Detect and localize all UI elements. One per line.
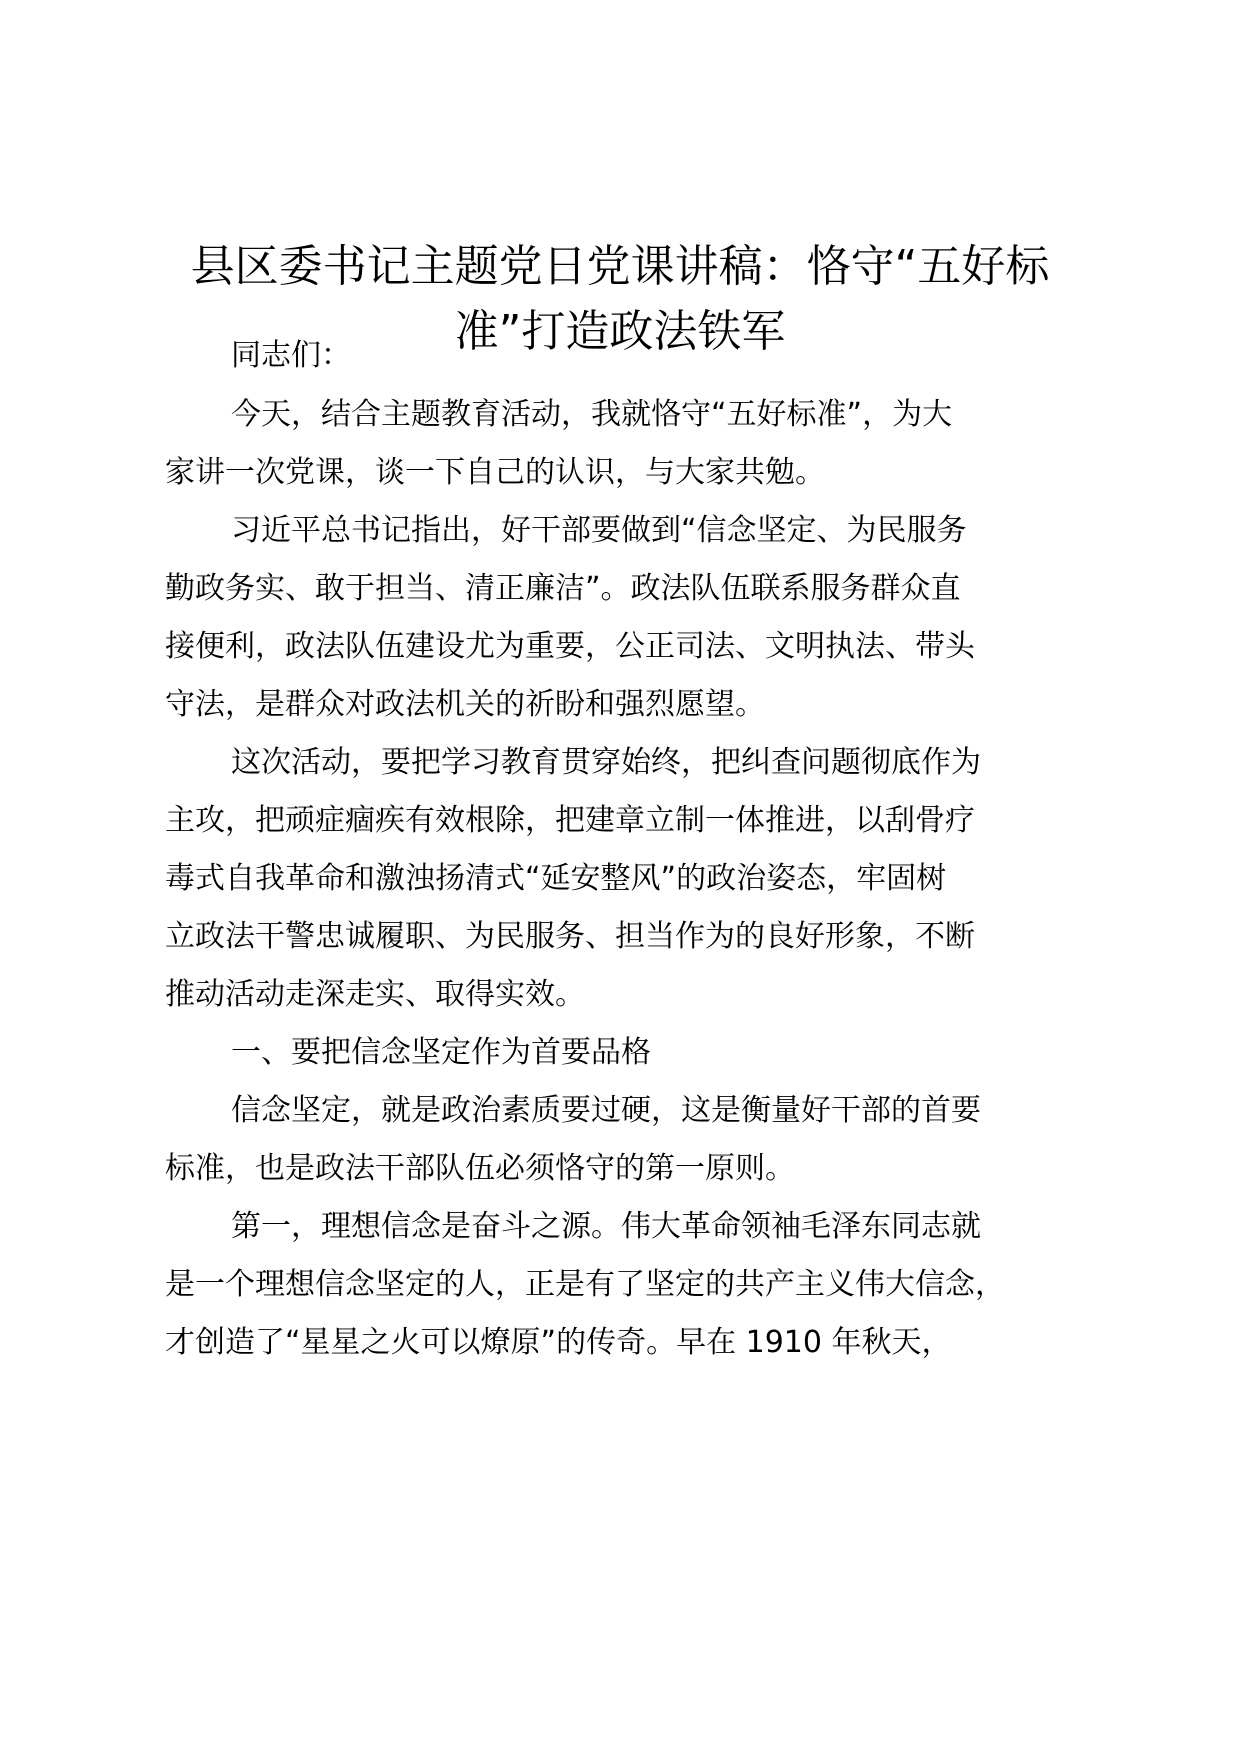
body-line: 是一个理想信念坚定的人，正是有了坚定的共产主义伟大信念， [165,1267,1005,1302]
body-line: 习近平总书记指出，好干部要做到“信念坚定、为民服务 [231,513,967,548]
body-line: 家讲一次党课，谈一下自己的认识，与大家共勉。 [165,455,825,490]
body-line: 主攻，把顽症痼疾有效根除，把建章立制一体推进，以刮骨疗 [165,803,975,838]
body-line: 守法，是群众对政法机关的祈盼和强烈愿望。 [165,687,765,722]
body-line: 推动活动走深走实、取得实效。 [165,977,585,1012]
body-line: 勤政务实、敢于担当、清正廉洁”。政法队伍联系服务群众直 [165,571,961,606]
body-line: 这次活动，要把学习教育贯穿始终，把纠查问题彻底作为 [231,745,981,780]
body-line: 第一，理想信念是奋斗之源。伟大革命领袖毛泽东同志就 [231,1209,981,1244]
body-line: 毒式自我革命和激浊扬清式“延安整风”的政治姿态，牢固树 [165,861,947,896]
document-title-line-1: 县区委书记主题党日党课讲稿：恪守“五好标 [190,241,1050,292]
body-line: 标准，也是政法干部队伍必须恪守的第一原则。 [165,1151,795,1186]
body-line: 才创造了“星星之火可以燎原”的传奇。早在 1910 年秋天， [165,1325,952,1360]
body-line: 信念坚定，就是政治素质要过硬，这是衡量好干部的首要 [231,1093,981,1128]
body-line: 接便利，政法队伍建设尤为重要，公正司法、文明执法、带头 [165,629,975,664]
document-title-line-2: 准”打造政法铁军 [454,306,786,357]
body-line: 立政法干警忠诚履职、为民服务、担当作为的良好形象，不断 [165,919,975,954]
section-heading: 一、要把信念坚定作为首要品格 [231,1035,651,1070]
salutation: 同志们： [231,338,351,373]
body-line: 今天，结合主题教育活动，我就恪守“五好标准”，为大 [231,397,953,432]
